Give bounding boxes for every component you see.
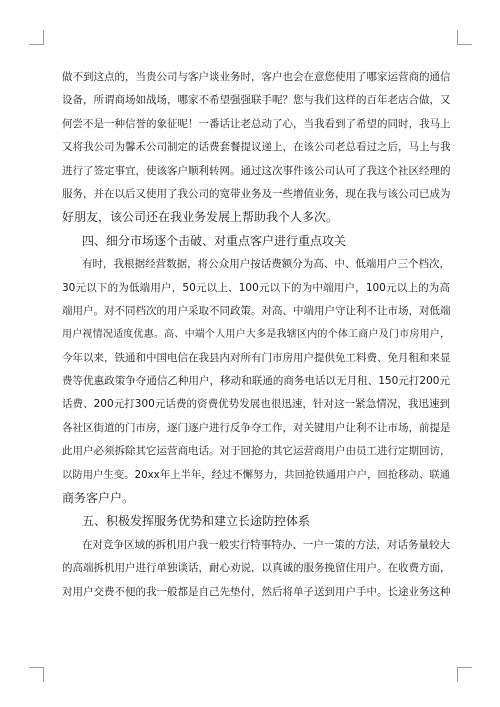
text-line: 此用户必须拆除其它运营商电话。对于回抢的其它运营商用户由员工进行定期回访， [62, 445, 450, 458]
text-line: 话费、200元打300元话费的资费优势发展也很迅速，针对这一紧急情况，我迅速到 [62, 398, 450, 411]
page-corner-mark-top-right [457, 30, 472, 45]
page-corner-mark-bottom-left [29, 667, 44, 682]
text-line: 30元以下的为低端用户，50元以上、100元以下的为中端用户，100元以上的为高 [62, 281, 450, 294]
text-line: 对用户交费不便的我一般都是自己先垫付，然后将单子送到用户手中。长途业务这种 [62, 585, 450, 598]
text-line: 何尝不是一种信誉的象征呢！一番话让老总动了心，当我看到了希望的同时，我马上 [62, 117, 450, 130]
text-line: 今年以来，铁通和中国电信在我县内对所有门市房用户提供免工料费、免月租和来显 [62, 351, 450, 364]
text-line: 费等优惠政策争夺通信乙种用户，移动和联通的商务电话以无月租、150元打200元 [62, 375, 450, 388]
text-line: 进行了签定事宜，使该客户顺利转网。通过这次事件该公司认可了我这个社区经理的 [62, 164, 450, 177]
text-line: 在对竞争区域的拆机用户我一般实行特事特办、一户一策的方法，对话务量较大 [82, 538, 450, 551]
section-heading: 五、积极发挥服务优势和建立长途防控体系 [82, 514, 311, 529]
text-line: 的高端拆机用户进行单独谈话，耐心劝说，以真诚的服务挽留住用户。在收费方面， [62, 562, 450, 575]
text-line: 又将我公司为馨禾公司制定的话费套餐提议递上，在该公司老总看过之后，马上与我 [62, 141, 450, 154]
text-line: 有时，我根据经营数据，将公众用户按话费额分为高、中、低端用户三个档次， [82, 258, 450, 271]
text-line: 做不到这点的，当贵公司与客户谈业务时，客户也会在意您使用了哪家运营商的通信 [62, 71, 450, 83]
page-corner-mark-top-left [29, 30, 44, 45]
page-corner-mark-bottom-right [457, 667, 472, 682]
text-line: 服务，并在以后又使用了我公司的宽带业务及一些增值业务，现在我与该公司已成为 [62, 187, 450, 200]
text-line: 商务客户户。 [62, 491, 135, 506]
section-heading: 四、细分市场逐个击破、对重点客户进行重点攻关 [82, 233, 347, 248]
text-line: 设备，所谓商场如战场，哪家不希望强强联手呢？您与我们这样的百年老店合做，又 [62, 94, 450, 107]
text-line: 各社区街道的门市房，逐门逐户进行反争夺工作，对关键用户让利不让市场，前提是 [62, 421, 450, 434]
text-line: 端用户。对不同档次的用户采取不同政策。对高、中端用户守让利不让市场，对低端 [62, 304, 450, 317]
text-line: 好朋友，该公司还在我业务发展上帮助我个人多次。 [62, 210, 339, 225]
text-line: 用户视情况适度优惠。高、中端个人用户大多是我辖区内的个体工商户及门市房用户， [62, 329, 450, 341]
document-body [62, 66, 450, 604]
text-line: 以防用户生变。20xx年上半年，经过不懈努力，共回抢铁通用户户，回抢移动、联通 [62, 468, 450, 481]
